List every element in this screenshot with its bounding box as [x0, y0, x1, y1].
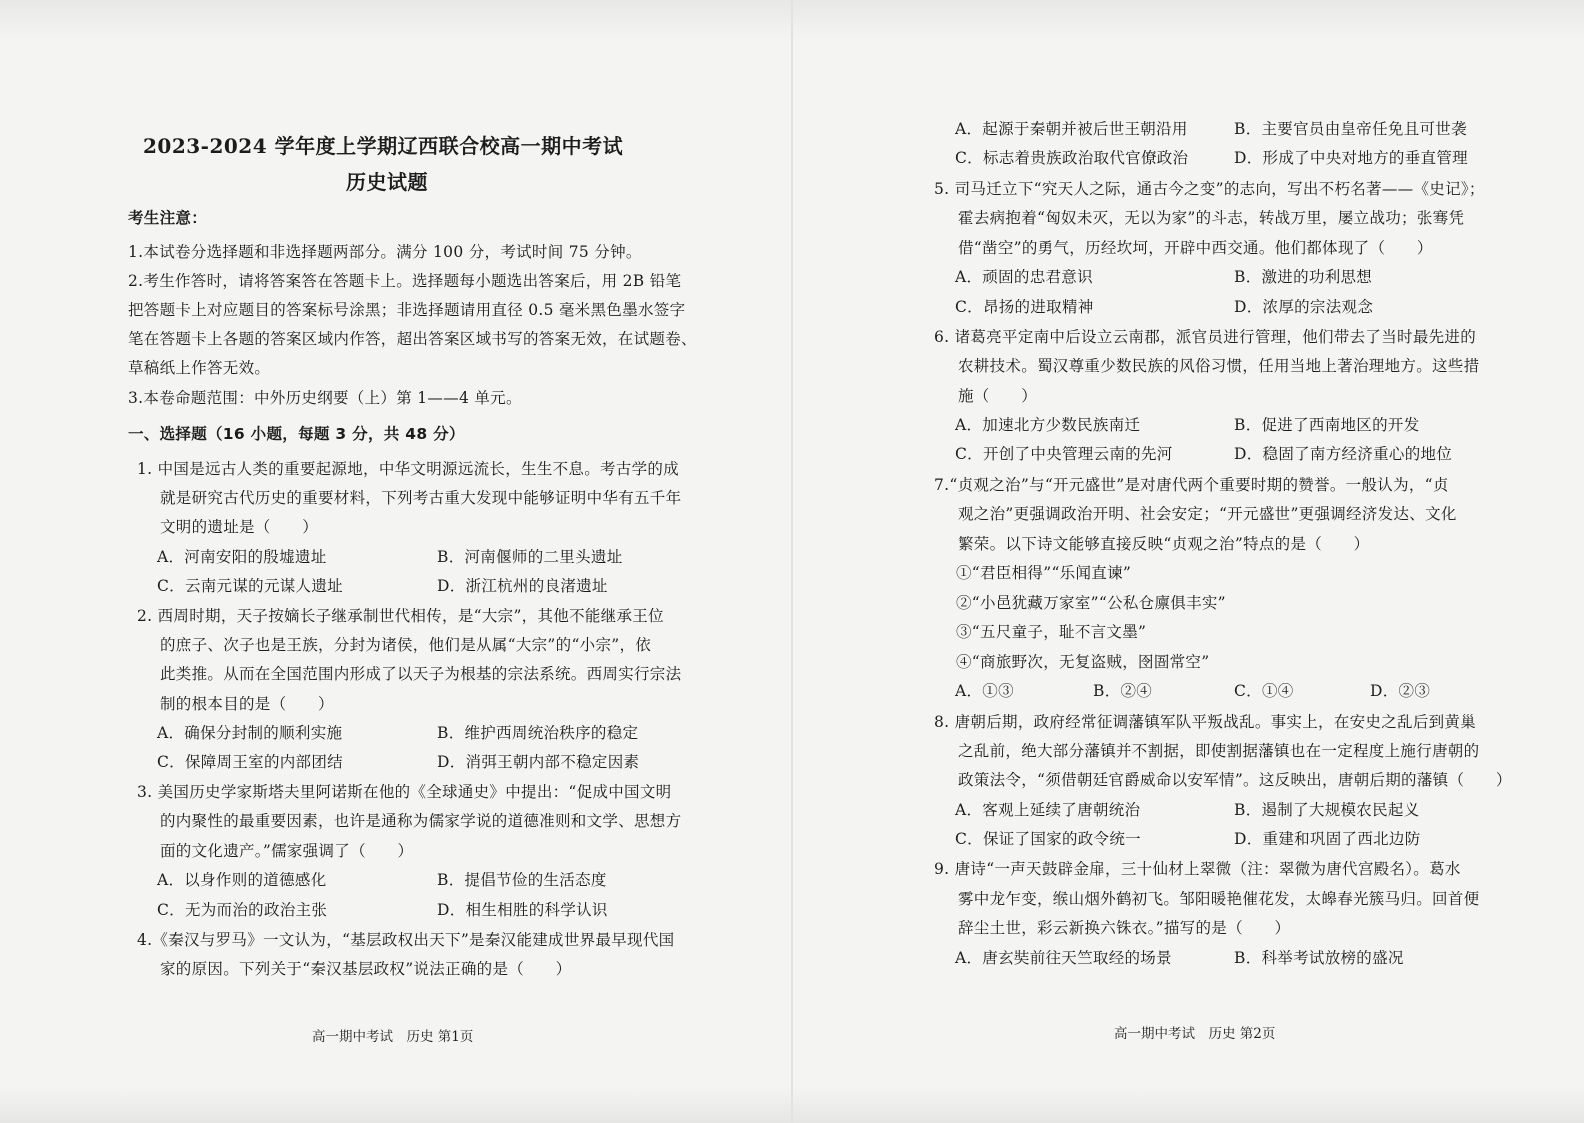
question-2-text: 的庶子、次子也是王族，分封为诸侯，他们是从属“大宗”的“小宗”，依 — [160, 636, 652, 654]
question-2-option-a: A．确保分封制的顺利实施 — [157, 724, 343, 742]
question-6-option-a: A．加速北方少数民族南迁 — [955, 416, 1141, 434]
notice-line: 草稿纸上作答无效。 — [128, 359, 271, 377]
question-6-option-c: C．开创了中央管理云南的先河 — [955, 445, 1173, 463]
question-6-text: 6. 诸葛亮平定南中后设立云南郡，派官员进行管理，他们带去了当时最先进的 — [934, 328, 1477, 346]
question-6-text: 施（ ） — [958, 387, 1038, 405]
question-5-option-a: A．顽固的忠君意识 — [955, 268, 1093, 286]
question-3-text: 面的文化遗产。”儒家强调了（ ） — [160, 842, 414, 860]
question-4-option-d: D．形成了中央对地方的垂直管理 — [1234, 149, 1468, 167]
question-3-text: 的内聚性的最重要因素，也许是通称为儒家学说的道德准则和文学、思想方 — [160, 812, 682, 830]
question-2-text: 此类推。从而在全国范围内形成了以天子为根基的宗法系统。西周实行宗法 — [160, 665, 682, 683]
question-1-option-a: A．河南安阳的殷墟遗址 — [157, 548, 327, 566]
exam-title: 2023-2024 学年度上学期辽西联合校高一期中考试 — [143, 134, 624, 158]
question-1-option-d: D．浙江杭州的良渚遗址 — [437, 577, 608, 595]
question-3-option-d: D．相生相胜的科学认识 — [437, 901, 608, 919]
exam-page-2 — [792, 0, 1584, 1123]
question-9-text: 雾中龙乍变，缑山烟外鹤初飞。邹阳暖艳催花发，太皞春光簇马归。回首便 — [958, 890, 1480, 908]
question-9-text: 9. 唐诗“一声天鼓辟金扉，三十仙材上翠微（注：翠微为唐代宫殿名）。葛水 — [934, 860, 1461, 878]
question-7-item: ②“小邑犹藏万家室”“公私仓廪俱丰实” — [956, 594, 1226, 612]
question-7-item: ①“君臣相得”“乐闻直谏” — [956, 564, 1132, 582]
question-8-text: 之乱前，绝大部分藩镇并不割据，即使割据藩镇也在一定程度上施行唐朝的 — [958, 742, 1480, 760]
question-6-option-d: D．稳固了南方经济重心的地位 — [1234, 445, 1453, 463]
question-3-text: 3. 美国历史学家斯塔夫里阿诺斯在他的《全球通史》中提出：“促成中国文明 — [137, 783, 672, 801]
section-heading: 一、选择题（16 小题，每题 3 分，共 48 分） — [128, 425, 465, 443]
question-7-item: ③“五尺童子，耻不言文墨” — [956, 623, 1147, 641]
question-7-text: 繁荣。以下诗文能够直接反映“贞观之治”特点的是（ ） — [958, 535, 1370, 553]
question-2-option-d: D．消弭王朝内部不稳定因素 — [437, 753, 640, 771]
question-5-option-c: C．昂扬的进取精神 — [955, 298, 1094, 316]
notice-heading: 考生注意： — [128, 209, 208, 227]
question-3-option-b: B．提倡节俭的生活态度 — [437, 871, 607, 889]
question-9-option-a: A．唐玄奘前往天竺取经的场景 — [955, 949, 1172, 967]
question-3-option-c: C．无为而治的政治主张 — [157, 901, 328, 919]
page-footer: 高一期中考试 历史 第2页 — [1114, 1026, 1276, 1042]
question-6-text: 农耕技术。蜀汉尊重少数民族的风俗习惯，任用当地上著治理地方。这些措 — [958, 357, 1480, 375]
exam-subtitle: 历史试题 — [346, 170, 428, 194]
notice-line: 2.考生作答时，请将答案答在答题卡上。选择题每小题选出答案后，用 2B 铅笔 — [128, 272, 682, 290]
question-1-option-b: B．河南偃师的二里头遗址 — [437, 548, 623, 566]
question-5-text: 5. 司马迁立下“究天人之际，通古今之变”的志向，写出不朽名著——《史记》； — [934, 180, 1485, 198]
question-8-text: 政策法令，“须借朝廷官爵威命以安军情”。这反映出，唐朝后期的藩镇（ ） — [958, 771, 1512, 789]
question-7-option-d: D．②③ — [1370, 682, 1431, 700]
question-4-option-a: A．起源于秦朝并被后世王朝沿用 — [955, 120, 1188, 138]
question-6-option-b: B．促进了西南地区的开发 — [1234, 416, 1420, 434]
question-7-option-a: A．①③ — [955, 682, 1014, 700]
question-1-option-c: C．云南元谋的元谋人遗址 — [157, 577, 343, 595]
question-8-text: 8. 唐朝后期，政府经常征调藩镇军队平叛战乱。事实上，在安史之乱后到黄巢 — [934, 713, 1477, 731]
question-5-text: 霍去病抱着“匈奴未灭，无以为家”的斗志，转战万里，屡立战功；张骞凭 — [958, 209, 1465, 227]
question-4-text: 4.《秦汉与罗马》一文认为，“基层政权出天下”是秦汉能建成世界最早现代国 — [137, 931, 675, 949]
question-5-option-d: D．浓厚的宗法观念 — [1234, 298, 1374, 316]
question-2-option-c: C．保障周王室的内部团结 — [157, 753, 343, 771]
question-2-text: 制的根本目的是（ ） — [160, 695, 334, 713]
question-9-text: 辞尘土世，彩云新换六铢衣。”描写的是（ ） — [958, 919, 1291, 937]
question-3-option-a: A．以身作则的道德感化 — [157, 871, 327, 889]
question-5-option-b: B．激进的功利思想 — [1234, 268, 1373, 286]
question-7-item: ④“商旅野次，无复盗贼，囹圄常空” — [956, 653, 1210, 671]
question-7-text: 7.“贞观之治”与“开元盛世”是对唐代两个重要时期的赞誉。一般认为，“贞 — [934, 476, 1449, 494]
question-7-text: 观之治”更强调政治开明、社会安定；“开元盛世”更强调经济发达、文化 — [958, 505, 1457, 523]
question-4-option-c: C．标志着贵族政治取代官僚政治 — [955, 149, 1189, 167]
question-8-option-b: B．遏制了大规模农民起义 — [1234, 801, 1420, 819]
question-1-text: 就是研究古代历史的重要材料，下列考古重大发现中能够证明中华有五千年 — [160, 489, 682, 507]
notice-line: 1.本试卷分选择题和非选择题两部分。满分 100 分，考试时间 75 分钟。 — [128, 243, 642, 261]
question-4-text: 家的原因。下列关于“秦汉基层政权”说法正确的是（ ） — [160, 960, 572, 978]
notice-line: 笔在答题卡上各题的答案区域内作答，超出答案区域书写的答案无效，在试题卷、 — [128, 330, 697, 348]
question-1-text: 文明的遗址是（ ） — [160, 518, 319, 536]
question-2-text: 2. 西周时期，天子按嫡长子继承制世代相传，是“大宗”，其他不能继承王位 — [137, 607, 664, 625]
question-9-option-b: B．科举考试放榜的盛况 — [1234, 949, 1404, 967]
notice-line: 3.本卷命题范围：中外历史纲要（上）第 1——4 单元。 — [128, 389, 522, 407]
question-7-option-b: B．②④ — [1093, 682, 1153, 700]
question-8-option-d: D．重建和巩固了西北边防 — [1234, 830, 1421, 848]
question-5-text: 借“凿空”的勇气，历经坎坷，开辟中西交通。他们都体现了（ ） — [958, 239, 1433, 257]
question-1-text: 1. 中国是远古人类的重要起源地，中华文明源远流长，生生不息。考古学的成 — [137, 460, 680, 478]
question-8-option-a: A．客观上延续了唐朝统治 — [955, 801, 1141, 819]
notice-line: 把答题卡上对应题目的答案标号涂黑；非选择题请用直径 0.5 毫米黑色墨水签字 — [128, 301, 686, 319]
page-footer: 高一期中考试 历史 第1页 — [312, 1029, 474, 1045]
question-7-option-c: C．①④ — [1234, 682, 1294, 700]
question-2-option-b: B．维护西周统治秩序的稳定 — [437, 724, 639, 742]
question-4-option-b: B．主要官员由皇帝任免且可世袭 — [1234, 120, 1467, 138]
question-8-option-c: C．保证了国家的政令统一 — [955, 830, 1141, 848]
